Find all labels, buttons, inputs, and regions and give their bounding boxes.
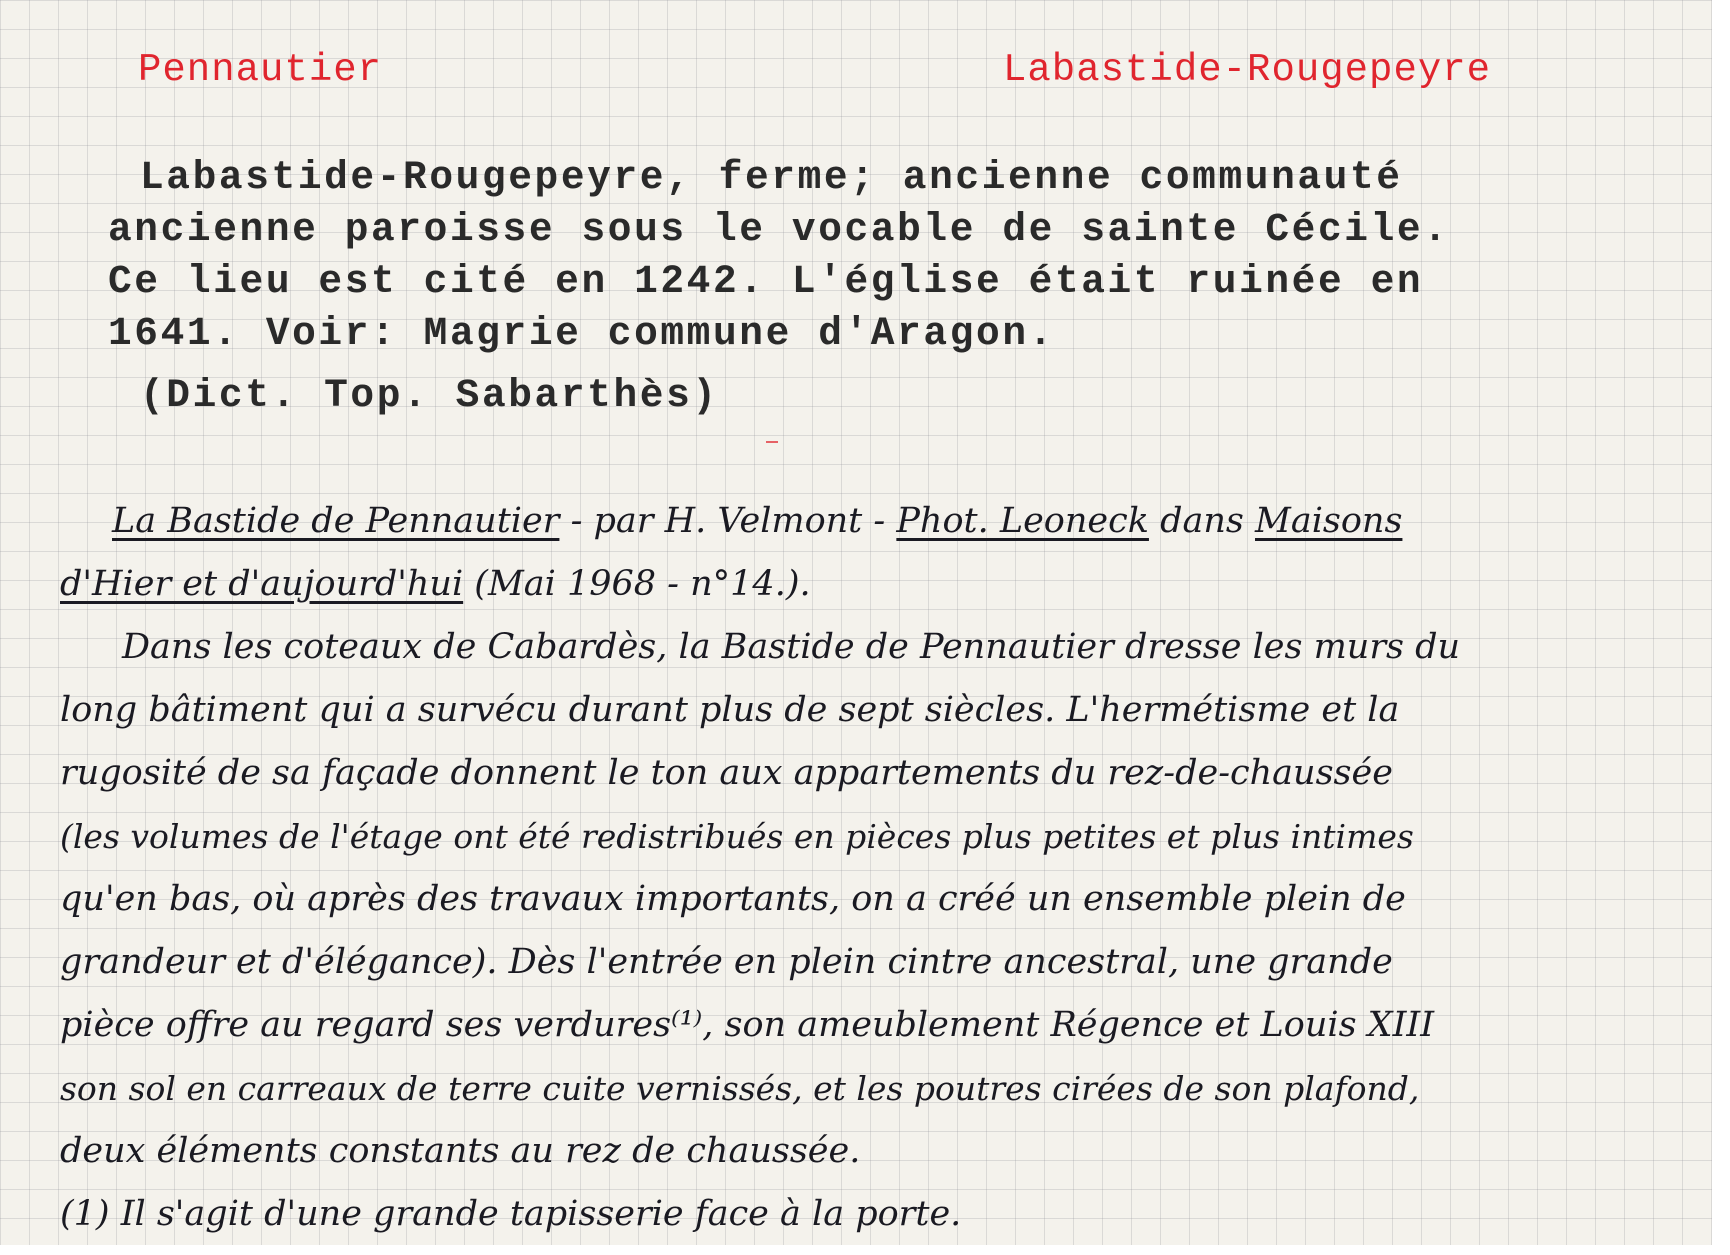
handwritten-line: deux éléments constants au rez de chaussée. [60, 1131, 861, 1171]
handwritten-line: (les volumes de l'étage ont été redistribués en pièces plus petites et plus intimes [60, 817, 1414, 856]
handwritten-line: long bâtiment qui a survécu durant plus de sept siècles. L'hermétisme et la [60, 690, 1400, 730]
citation-line-1 [60, 490, 1680, 553]
header-place: Labastide-Rougepeyre [1003, 48, 1492, 92]
typed-line: Labastide-Rougepeyre, ferme; ancienne communauté [140, 155, 1403, 200]
article-title: La Bastide de Pennautier [112, 501, 560, 541]
typed-line: 1641. Voir: Magrie commune d'Aragon. [108, 311, 1055, 356]
header-commune: Pennautier [138, 48, 383, 92]
handwritten-line: qu'en bas, où après des travaux importants, on a créé un ensemble plein de [60, 879, 1406, 919]
handwritten-line: pièce offre au regard ses verdures⁽¹⁾, son ameublement Régence et Louis XIII [60, 1005, 1435, 1045]
article-photographer: Phot. Leoneck [896, 501, 1149, 541]
handwritten-note [60, 490, 1680, 1245]
typed-line: Ce lieu est cité en 1242. L'église était ruinée en [108, 259, 1424, 304]
typed-line: ancienne paroisse sous le vocable de sainte Cécile. [108, 207, 1450, 252]
handwritten-line: rugosité de sa façade donnent le ton aux appartements du rez-de-chaussée [60, 753, 1393, 793]
footnote: (1) Il s'agit d'une grande tapisserie face à la porte. [60, 1194, 962, 1234]
publication-issue: (Mai 1968 - n°14.). [474, 564, 811, 604]
handwritten-line: Dans les coteaux de Cabardès, la Bastide de Pennautier dresse les murs du [122, 627, 1461, 667]
handwritten-line: grandeur et d'élégance). Dès l'entrée en plein cintre ancestral, une grande [60, 942, 1393, 982]
publication-title-part1: Maisons [1255, 501, 1403, 541]
typed-entry [108, 152, 1668, 422]
citation-dans: dans [1160, 501, 1244, 541]
publication-title-part2: d'Hier et d'aujourd'hui [60, 564, 464, 604]
citation-line-2 [60, 553, 1680, 616]
typed-source: (Dict. Top. Sabarthès) [140, 373, 719, 418]
red-ink-mark [766, 441, 778, 443]
handwritten-line: son sol en carreaux de terre cuite vernissés, et les poutres cirées de son plafond, [60, 1069, 1420, 1108]
article-author: - par H. Velmont - [570, 501, 886, 541]
